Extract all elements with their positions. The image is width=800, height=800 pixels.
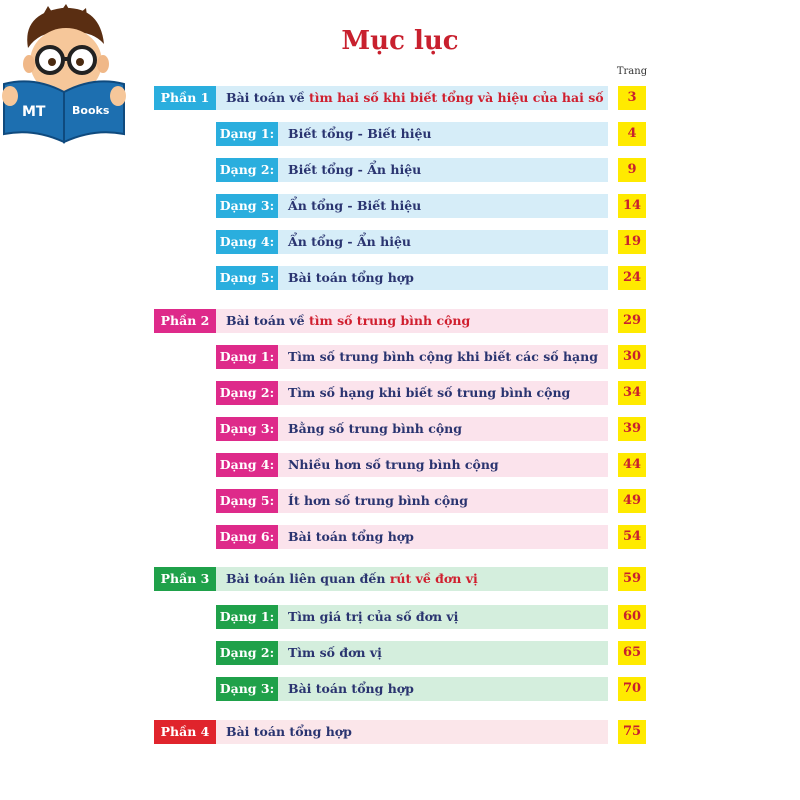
section-title xyxy=(216,567,608,591)
item-text: Ẩn tổng - Biết hiệu xyxy=(278,194,608,218)
page-number: 54 xyxy=(618,525,646,549)
item-row xyxy=(0,158,800,182)
item-text: Bài toán tổng hợp xyxy=(278,525,608,549)
item-row xyxy=(0,122,800,146)
page-number: 60 xyxy=(618,605,646,629)
section-title-text: Bài toán về xyxy=(226,90,309,105)
page-number: 34 xyxy=(618,381,646,405)
item-text: Tìm số đơn vị xyxy=(278,641,608,665)
item-text: Tìm số trung bình cộng khi biết các số hạng xyxy=(278,345,608,369)
item-text: Tìm số hạng khi biết số trung bình cộng xyxy=(278,381,608,405)
item-label: Dạng 5: xyxy=(216,489,278,513)
page-number: 24 xyxy=(618,266,646,290)
item-label: Dạng 1: xyxy=(216,605,278,629)
item-row xyxy=(0,345,800,369)
item-row xyxy=(0,381,800,405)
page-number: 59 xyxy=(618,567,646,591)
page-column-header: Trang xyxy=(616,66,648,77)
section-row xyxy=(0,309,800,333)
item-text: Ít hơn số trung bình cộng xyxy=(278,489,608,513)
item-label: Dạng 3: xyxy=(216,194,278,218)
item-row xyxy=(0,641,800,665)
item-label: Dạng 4: xyxy=(216,453,278,477)
section-label: Phần 4 xyxy=(154,720,216,744)
page-number: 30 xyxy=(618,345,646,369)
item-label: Dạng 1: xyxy=(216,345,278,369)
page-number: 4 xyxy=(618,122,646,146)
item-label: Dạng 3: xyxy=(216,677,278,701)
item-text: Bài toán tổng hợp xyxy=(278,677,608,701)
item-label: Dạng 2: xyxy=(216,641,278,665)
section-label: Phần 1 xyxy=(154,86,216,110)
page-number: 49 xyxy=(618,489,646,513)
section-row xyxy=(0,720,800,744)
page-number: 70 xyxy=(618,677,646,701)
page-title: Mục lục xyxy=(341,26,459,56)
item-row xyxy=(0,194,800,218)
item-row xyxy=(0,489,800,513)
page-number: 39 xyxy=(618,417,646,441)
item-row xyxy=(0,525,800,549)
item-label: Dạng 6: xyxy=(216,525,278,549)
item-row xyxy=(0,230,800,254)
section-label: Phần 2 xyxy=(154,309,216,333)
item-text: Biết tổng - Biết hiệu xyxy=(278,122,608,146)
item-label: Dạng 4: xyxy=(216,230,278,254)
item-label: Dạng 2: xyxy=(216,158,278,182)
item-row xyxy=(0,677,800,701)
logo-books-text: Books xyxy=(72,104,110,117)
section-title-text: Bài toán tổng hợp xyxy=(226,724,352,739)
section-title-highlight: tìm hai số khi biết tổng và hiệu của hai số xyxy=(308,90,604,105)
item-label: Dạng 1: xyxy=(216,122,278,146)
section-row xyxy=(0,567,800,591)
page-number: 9 xyxy=(618,158,646,182)
page-number: 75 xyxy=(618,720,646,744)
page-number: 19 xyxy=(618,230,646,254)
page-number: 44 xyxy=(618,453,646,477)
item-row xyxy=(0,417,800,441)
item-label: Dạng 5: xyxy=(216,266,278,290)
item-text: Nhiều hơn số trung bình cộng xyxy=(278,453,608,477)
section-title xyxy=(216,86,608,110)
item-label: Dạng 2: xyxy=(216,381,278,405)
section-row xyxy=(0,86,800,110)
item-text: Bài toán tổng hợp xyxy=(278,266,608,290)
item-text: Tìm giá trị của số đơn vị xyxy=(278,605,608,629)
item-text: Ẩn tổng - Ẩn hiệu xyxy=(278,230,608,254)
item-text: Bằng số trung bình cộng xyxy=(278,417,608,441)
section-title-text: Bài toán về xyxy=(226,313,309,328)
item-label: Dạng 3: xyxy=(216,417,278,441)
item-row xyxy=(0,453,800,477)
section-title xyxy=(216,720,608,744)
item-row xyxy=(0,266,800,290)
item-row xyxy=(0,605,800,629)
page-number: 14 xyxy=(618,194,646,218)
section-label: Phần 3 xyxy=(154,567,216,591)
section-title-highlight: rút về đơn vị xyxy=(389,571,478,586)
section-title-highlight: tìm số trung bình cộng xyxy=(308,313,471,328)
page-number: 29 xyxy=(618,309,646,333)
logo-mt-text: MT xyxy=(22,104,46,120)
section-title-text: Bài toán liên quan đến xyxy=(226,571,390,586)
section-title xyxy=(216,309,608,333)
page-number: 3 xyxy=(618,86,646,110)
item-text: Biết tổng - Ẩn hiệu xyxy=(278,158,608,182)
page-number: 65 xyxy=(618,641,646,665)
